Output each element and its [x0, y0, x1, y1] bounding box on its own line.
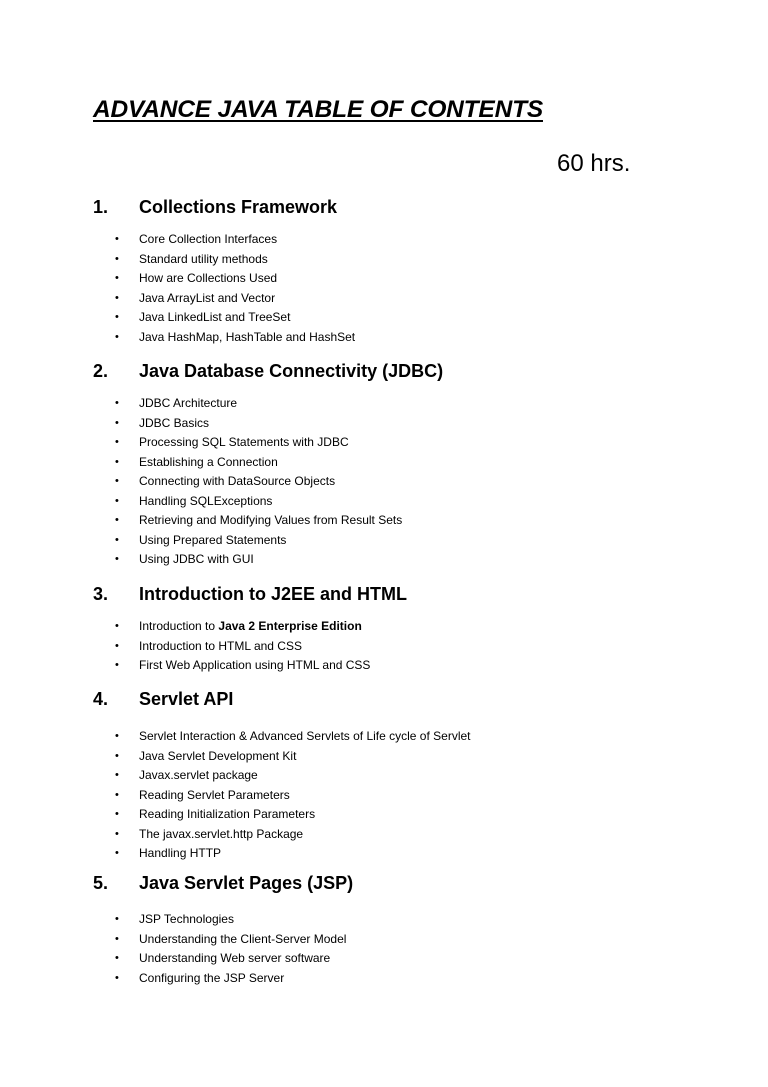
bullet-icon: •	[115, 455, 119, 468]
section-number: 1.	[93, 197, 109, 217]
bullet-icon: •	[115, 272, 119, 284]
section-number: 2.	[93, 361, 109, 381]
list-item	[93, 805, 733, 825]
list-item	[93, 910, 733, 930]
bullet-icon: •	[115, 620, 119, 632]
list-item	[93, 308, 733, 328]
bullet-icon: •	[115, 730, 119, 742]
topic-text: Configuring the JSP Server	[139, 970, 285, 985]
topic-text: Javax.servlet package	[139, 768, 258, 782]
list-item	[93, 511, 733, 531]
list-item	[93, 930, 733, 950]
list-item	[93, 969, 733, 989]
bullet-icon: •	[115, 932, 119, 945]
topic-text: Core Collection Interfaces	[139, 232, 278, 246]
topic-text: Establishing a Connection	[139, 454, 278, 469]
section-number: 5.	[93, 873, 109, 893]
topic-text	[139, 617, 362, 637]
bullet-icon: •	[115, 847, 119, 859]
bullet-icon: •	[115, 971, 119, 984]
list-item	[93, 747, 733, 767]
topic-text: First Web Application using HTML and CSS	[139, 658, 371, 672]
bullet-icon: •	[115, 416, 119, 429]
topic-list	[93, 910, 733, 988]
section-heading	[93, 873, 733, 901]
topic-text: Reading Initialization Parameters	[139, 807, 316, 821]
bullet-icon: •	[115, 291, 119, 304]
list-item	[93, 766, 733, 786]
list-item	[93, 453, 733, 473]
list-item	[93, 637, 733, 657]
topic-text-bold: Java 2 Enterprise Edition	[218, 619, 362, 633]
bullet-icon: •	[115, 436, 119, 448]
topic-text: The javax.servlet.http Package	[139, 826, 304, 841]
list-item	[93, 328, 733, 348]
topic-text: JDBC Basics	[139, 415, 210, 430]
list-item	[93, 531, 733, 551]
bullet-icon: •	[115, 553, 119, 565]
section-jdbc	[93, 361, 733, 570]
list-item	[93, 289, 733, 309]
section-servlet-api	[93, 689, 733, 864]
topic-text: Java LinkedList and TreeSet	[139, 310, 291, 324]
list-item	[93, 433, 733, 453]
bullet-icon: •	[115, 659, 119, 671]
list-item	[93, 727, 733, 747]
topic-text: Understanding Web server software	[139, 951, 331, 965]
section-heading	[93, 584, 733, 612]
section-title: Servlet API	[139, 689, 234, 709]
topic-text: Processing SQL Statements with JDBC	[139, 435, 349, 449]
list-item	[93, 230, 733, 250]
bullet-icon: •	[115, 827, 119, 840]
topic-text: JDBC Architecture	[139, 396, 238, 410]
bullet-icon: •	[115, 330, 119, 343]
topic-text: Understanding the Client-Server Model	[139, 931, 347, 946]
list-item	[93, 492, 733, 512]
topic-text: Java HashMap, HashTable and HashSet	[139, 329, 356, 344]
topic-text: Handling SQLExceptions	[139, 493, 273, 508]
section-title: Java Servlet Pages (JSP)	[139, 873, 354, 893]
list-item	[93, 786, 733, 806]
list-item	[93, 394, 733, 414]
section-title: Java Database Connectivity (JDBC)	[139, 361, 444, 381]
bullet-icon: •	[115, 397, 119, 409]
topic-text: Standard utility methods	[139, 251, 268, 266]
topic-text: Connecting with DataSource Objects	[139, 474, 336, 488]
section-title: Collections Framework	[139, 197, 338, 217]
section-title: Introduction to J2EE and HTML	[139, 584, 407, 604]
topic-text: Introduction to HTML and CSS	[139, 638, 302, 653]
bullet-icon: •	[115, 952, 119, 964]
list-item	[93, 269, 733, 289]
section-heading	[93, 689, 733, 717]
topic-text: Reading Servlet Parameters	[139, 787, 290, 802]
topic-text: How are Collections Used	[139, 271, 278, 285]
bullet-icon: •	[115, 233, 119, 245]
bullet-icon: •	[115, 252, 119, 265]
topic-text: Retrieving and Modifying Values from Result Sets	[139, 513, 403, 527]
bullet-icon: •	[115, 311, 119, 323]
topic-text: Java Servlet Development Kit	[139, 748, 297, 763]
document-title: ADVANCE JAVA TABLE OF CONTENTS	[93, 96, 543, 123]
topic-text: Servlet Interaction & Advanced Servlets of Life cycle of Servlet	[139, 729, 471, 743]
bullet-icon: •	[115, 788, 119, 801]
section-jsp	[93, 873, 733, 988]
list-item	[93, 949, 733, 969]
bullet-icon: •	[115, 514, 119, 526]
section-j2ee-html	[93, 584, 733, 676]
bullet-icon: •	[115, 533, 119, 546]
bullet-icon: •	[115, 475, 119, 487]
topic-text: JSP Technologies	[139, 912, 234, 926]
bullet-icon: •	[115, 769, 119, 781]
section-collections-framework	[93, 197, 733, 347]
topic-text-prefix: Introduction to	[139, 619, 219, 633]
topic-text: Using Prepared Statements	[139, 532, 287, 547]
topic-list	[93, 230, 733, 347]
section-number: 4.	[93, 689, 109, 709]
bullet-icon: •	[115, 913, 119, 925]
bullet-icon: •	[115, 808, 119, 820]
bullet-icon: •	[115, 639, 119, 652]
topic-text: Using JDBC with GUI	[139, 552, 254, 566]
list-item	[93, 617, 733, 637]
topic-list	[93, 617, 733, 676]
list-item	[93, 550, 733, 570]
bullet-icon: •	[115, 494, 119, 507]
section-heading	[93, 361, 733, 389]
topic-text: Handling HTTP	[139, 846, 222, 860]
bullet-icon: •	[115, 749, 119, 762]
list-item	[93, 844, 733, 864]
list-item	[93, 472, 733, 492]
section-number: 3.	[93, 584, 109, 604]
list-item	[93, 656, 733, 676]
topic-list	[93, 727, 733, 864]
list-item	[93, 825, 733, 845]
list-item	[93, 250, 733, 270]
topic-text: Java ArrayList and Vector	[139, 290, 276, 305]
course-duration: 60 hrs.	[557, 150, 631, 177]
list-item	[93, 414, 733, 434]
section-heading	[93, 197, 733, 225]
topic-list	[93, 394, 733, 570]
